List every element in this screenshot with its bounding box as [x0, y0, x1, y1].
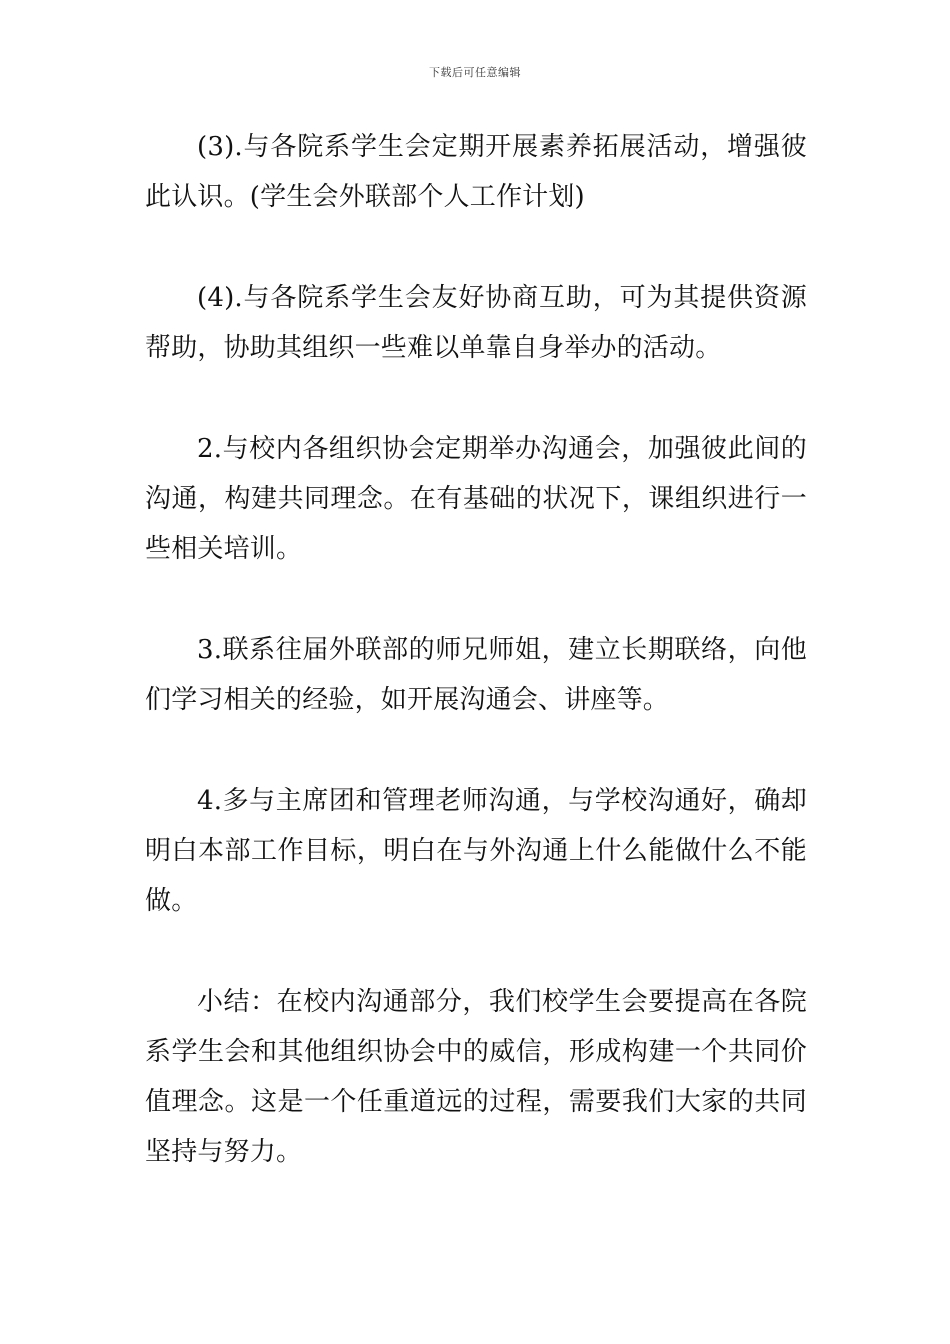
paragraph-point-4: 4.多与主席团和管理老师沟通，与学校沟通好，确却明白本部工作目标，明白在与外沟通上什么能做什么不能做。	[145, 786, 807, 916]
paragraph-point-2: 2.与校内各组织协会定期举办沟通会，加强彼此间的沟通，构建共同理念。在有基础的状况下，课组织进行一些相关培训。	[145, 434, 807, 564]
paragraph-item-3: (3).与各院系学生会定期开展素养拓展活动，增强彼此认识。(学生会外联部个人工作计划)	[145, 132, 807, 212]
document-body	[145, 122, 807, 1228]
paragraph-point-3: 3.联系往届外联部的师兄师姐，建立长期联络，向他们学习相关的经验，如开展沟通会、讲座等。	[145, 635, 807, 715]
page-header: 下载后可任意编辑	[429, 66, 521, 79]
paragraph-item-4: (4).与各院系学生会友好协商互助，可为其提供资源帮助，协助其组织一些难以单靠自身举办的活动。	[145, 283, 807, 363]
paragraph-summary: 小结：在校内沟通部分，我们校学生会要提高在各院系学生会和其他组织协会中的威信，形成构建一个共同价值理念。这是一个任重道远的过程，需要我们大家的共同坚持与努力。	[145, 987, 807, 1167]
